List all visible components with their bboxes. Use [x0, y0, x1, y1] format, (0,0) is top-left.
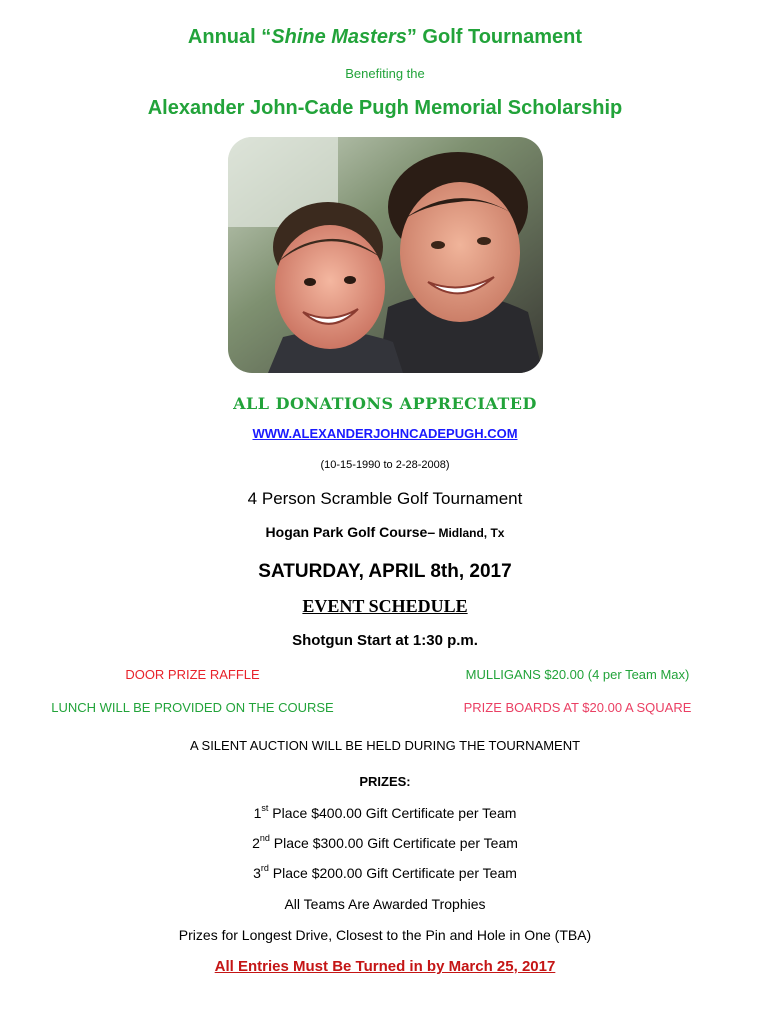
tournament-format: 4 Person Scramble Golf Tournament	[247, 489, 523, 508]
prize-third: 3rd Place $200.00 Gift Certificate per Team	[253, 863, 517, 881]
event-title	[0, 26, 770, 49]
lunch-info: LUNCH WILL BE PROVIDED ON THE COURSE	[51, 700, 334, 715]
shotgun-start: Shotgun Start at 1:30 p.m.	[292, 632, 478, 649]
venue-name: Hogan Park Golf Course–	[265, 524, 436, 540]
website-link-row	[0, 426, 770, 441]
photo-illustration	[228, 137, 543, 373]
benefiting-label: Benefiting the	[345, 66, 425, 81]
venue-line	[0, 524, 770, 540]
website-link[interactable]: WWW.ALEXANDERJOHNCADEPUGH.COM	[252, 426, 518, 441]
door-prize-raffle: DOOR PRIZE RAFFLE	[125, 667, 260, 682]
prizes-heading: PRIZES:	[359, 774, 411, 789]
memorial-dates: (10-15-1990 to 2-28-2008)	[320, 459, 450, 471]
entry-deadline: All Entries Must Be Turned in by March 25, 2017	[214, 958, 556, 975]
event-date: SATURDAY, APRIL 8th, 2017	[258, 561, 512, 582]
prize-boards-info: PRIZE BOARDS AT $20.00 A SQUARE	[463, 700, 692, 715]
title-prefix: Annual “	[187, 26, 272, 48]
silent-auction: A SILENT AUCTION WILL BE HELD DURING THE TOURNAMENT	[189, 738, 581, 753]
memorial-photo	[228, 137, 543, 373]
schedule-heading: EVENT SCHEDULE	[302, 596, 468, 616]
prize-first: 1st Place $400.00 Gift Certificate per Team	[253, 803, 517, 821]
title-emphasis: Shine Masters	[271, 26, 407, 48]
trophies-note: All Teams Are Awarded Trophies	[284, 896, 486, 912]
donations-appreciated: ALL DONATIONS APPRECIATED	[233, 394, 537, 413]
title-suffix: ” Golf Tournament	[406, 26, 583, 48]
other-prizes: Prizes for Longest Drive, Closest to the Pin and Hole in One (TBA)	[178, 927, 592, 943]
venue-city: Midland, Tx	[435, 526, 505, 540]
prize-second: 2nd Place $300.00 Gift Certificate per Team	[252, 833, 518, 851]
mulligans-info: MULLIGANS $20.00 (4 per Team Max)	[465, 667, 690, 682]
scholarship-name: Alexander John-Cade Pugh Memorial Scholarship	[147, 97, 623, 119]
